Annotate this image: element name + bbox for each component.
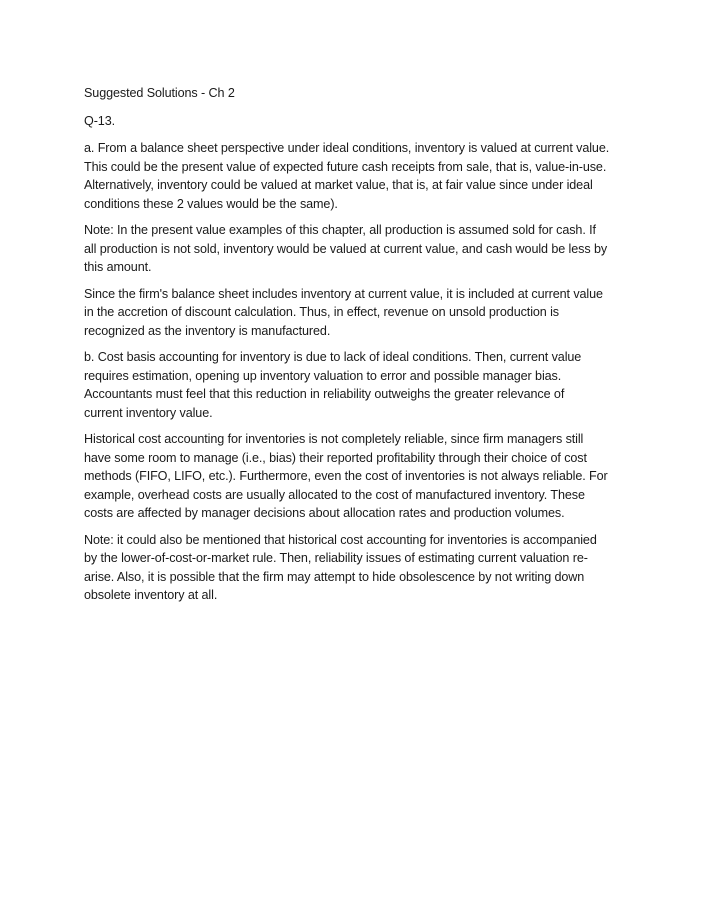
paragraph [84, 221, 642, 277]
paragraph [84, 348, 642, 422]
paragraph-line: by the lower-of-cost-or-market rule. Then, reliability issues of estimating current valuation re- [84, 551, 588, 565]
paragraph-line: a. From a balance sheet perspective under ideal conditions, inventory is valued at current value. [84, 141, 610, 155]
paragraph-line: Note: it could also be mentioned that historical cost accounting for inventories is accompanied [84, 532, 597, 547]
paragraph-line: This could be the present value of expected future cash receipts from sale, that is, value-in-use. [84, 159, 607, 174]
document-body [84, 139, 642, 605]
paragraph-line: Note: In the present value examples of this chapter, all production is assumed sold for cash. If [84, 223, 596, 237]
paragraph-line: Accountants must feel that this reduction in reliability outweighs the greater relevance of [84, 387, 565, 401]
paragraph-line: Since the firm's balance sheet includes inventory at current value, it is included at current value [84, 286, 603, 301]
paragraph-line: obsolete inventory at all. [84, 588, 218, 602]
paragraph-line: arise. Also, it is possible that the firm may attempt to hide obsolescence by not writing down [84, 569, 585, 584]
paragraph-line: in the accretion of discount calculation. Thus, in effect, revenue on unsold production is [84, 305, 559, 319]
paragraph [84, 139, 642, 213]
paragraph-line: methods (FIFO, LIFO, etc.). Furthermore, even the cost of inventories is not always reliable. For [84, 469, 608, 483]
paragraph-line: costs are affected by manager decisions about allocation rates and production volumes. [84, 506, 565, 520]
paragraph [84, 531, 642, 605]
paragraph-line: requires estimation, opening up inventory valuation to error and possible manager bias. [84, 368, 562, 383]
document-title: Suggested Solutions - Ch 2 [84, 86, 235, 100]
paragraph-line: example, overhead costs are usually allocated to the cost of manufactured inventory. These [84, 487, 585, 502]
paragraph-line: this amount. [84, 260, 152, 274]
question-number: Q-13. [84, 113, 115, 128]
paragraph [84, 430, 642, 523]
paragraph-line: Historical cost accounting for inventories is not completely reliable, since firm managers still [84, 432, 584, 446]
paragraph-line: recognized as the inventory is manufactured. [84, 323, 331, 338]
paragraph-line: all production is not sold, inventory would be valued at current value, and cash would be less by [84, 241, 608, 256]
paragraph-line: Alternatively, inventory could be valued at market value, that is, at fair value since under ideal [84, 178, 593, 192]
paragraph [84, 285, 642, 341]
paragraph-line: have some room to manage (i.e., bias) their reported profitability through their choice of cost [84, 450, 587, 465]
paragraph-line: current inventory value. [84, 405, 213, 420]
paragraph-line: conditions these 2 values would be the same). [84, 196, 338, 211]
paragraph-line: b. Cost basis accounting for inventory is due to lack of ideal conditions. Then, current value [84, 350, 582, 364]
